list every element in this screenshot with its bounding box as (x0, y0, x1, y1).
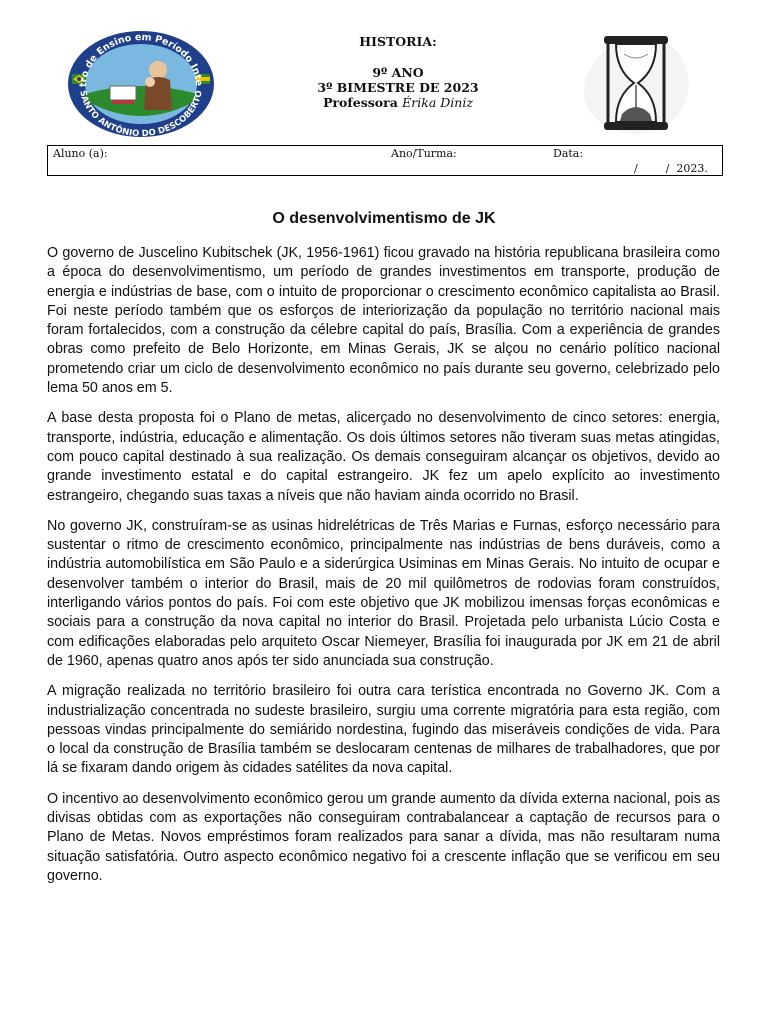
svg-text:SANTO ANTÔNIO DO DESCOBERTO: SANTO ANTÔNIO DO DESCOBERTO (77, 89, 205, 138)
teacher-label: Professora (323, 95, 398, 110)
header (250, 34, 546, 110)
teacher-line (250, 95, 546, 110)
document-body (47, 244, 720, 897)
svg-text:Centro de Ensino em Período In: tro de Ensino em Período Inte (77, 31, 205, 88)
school-logo (66, 28, 216, 138)
student-name-label: Aluno (a): (53, 147, 108, 160)
hourglass-icon (578, 28, 694, 138)
paragraph: A base desta proposta foi o Plano de metas, alicerçado no desenvolvimento de cinco setores: energia, transporte, indústria, educação e alimentação. Os dois últimos setores não tiveram suas metas atingidas, com pouco capital destinado à sua realização. Os demais conseguiram alcançar os objetivos, devido ao grande investimento estatal e do capital estrangeiro. JK fez um apelo explícito ao investimento estrangeiro, chegando suas taxas a níveis que não haviam ainda ocorrido no Brasil. (47, 410, 720, 504)
teacher-name: Érika Diniz (402, 95, 473, 110)
subject-heading: HISTORIA: (359, 34, 437, 49)
grade-label: 9º ANO (372, 65, 424, 80)
student-info-box (47, 145, 723, 176)
paragraph: No governo JK, construíram-se as usinas hidrelétricas de Três Marias e Furnas, esforço necessário para sustentar o ritmo de crescimento econômico, principalmente nas indústrias de bens duráveis, como a indústria automobilística em São Paulo e a siderúrgica Usiminas em Minas Gerais. No intuito de ocupar e desenvolver também o interior do Brasil, mais de 20 mil quilômetros de rodovias foram construídos, interligando vários pontos do país. Foi com este objetivo que JK mobilizou imensas forças econômicas e sociais para a construção da nova capital no interior do Brasil. Projetada pelo urbanista Lúcio Costa e com edificações elaboradas pelo arquiteto Oscar Niemeyer, Brasília foi inaugurada por JK em 21 de abril de 1960, apenas quatro anos após ter sido anunciada sua construção. (47, 517, 720, 669)
class-label: Ano/Turma: (391, 147, 457, 160)
paragraph: O governo de Juscelino Kubitschek (JK, 1956-1961) ficou gravado na história republicana brasileira como a época do desenvolvimentismo, um período de grandes investimentos em transporte, produção de energia e indústrias de base, com o intuito de proporcionar o crescimento econômico capitalista ao Brasil. Foi neste período também que os esforços de interiorização da população no território nacional mais foram fortalecidos, com a construção da célebre capital do país, Brasília. Com a experiência de grandes obras como prefeito de Belo Horizonte, em Minas Gerais, JK se alçou no cenário político nacional prometendo criar um ciclo de desenvolvimento econômico no país durante seu governo, celebrizado pelo lema 50 anos em 5. (47, 245, 720, 397)
document-title: O desenvolvimentismo de JK (272, 210, 496, 227)
paragraph: A migração realizada no território brasileiro foi outra cara terística encontrada no Governo JK. Com a industrialização concentrada no sudeste brasileiro, surgiu uma corrente migratória para esta região, com pessoas vindas principalmente do semiárido nordestina, fugindo das miseráveis condições de vida. Para o local da construção de Brasília também se deslocaram centenas de milhares de trabalhadores, que por lá se fixaram dando origem às cidades satélites da nova capital. (47, 683, 720, 777)
date-label: Data: (553, 147, 584, 160)
date-value: / / 2023. (634, 162, 708, 175)
term-label: 3º BIMESTRE DE 2023 (317, 80, 479, 95)
paragraph: O incentivo ao desenvolvimento econômico gerou um grande aumento da dívida externa nacional, pois as divisas obtidas com as exportações não conseguiram contrabalancear a captação de recursos para o Plano de Metas. Novos empréstimos foram realizados para sanar a dívida, mas não resultaram numa situação satisfatória. Outro aspecto econômico negativo foi a crescente inflação que se verificou em seu governo. (47, 790, 720, 884)
